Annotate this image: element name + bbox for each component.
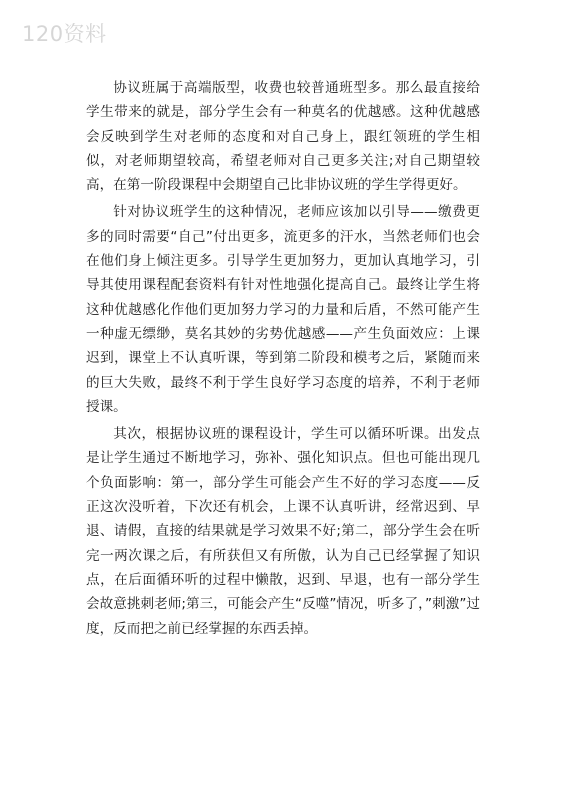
paragraph-2: 针对协议班学生的这种情况，老师应该加以引导——缴费更多的同时需要“自己”付出更多，流更多的汗水，当然老师们也会在他们身上倾注更多。引导学生更加努力，更加认真地学习，引导其使用课程配套资料有针对性地强化提高自己。最终让学生将这种优越感化作他们更加努力学习的力量和后盾，不然可能产生一种虚无缥缈，莫名其妙的劣势优越感——产生负面效应：上课迟到，课堂上不认真听课，等到第二阶段和模考之后，紧随而来的巨大失败，最终不利于学生良好学习态度的培养，不利于老师授课。	[86, 204, 480, 415]
document-body	[86, 76, 480, 644]
paragraph-1: 协议班属于高端版型，收费也较普通班型多。那么最直接给学生带来的就是，部分学生会有一种莫名的优越感。这种优越感会反映到学生对老师的态度和对自己身上，跟红领班的学生相似，对老师期望较高，希望老师对自己更多关注;对自己期望较高，在第一阶段课程中会期望自己比非协议班的学生学得更好。	[86, 80, 480, 194]
watermark-logo: 120资料	[22, 22, 107, 46]
paragraph-3: 其次，根据协议班的课程设计，学生可以循环听课。出发点是让学生通过不断地学习，弥补、强化知识点。但也可能出现几个负面影响：第一，部分学生可能会产生不好的学习态度——反正这次没听着，下次还有机会，上课不认真听讲，经常迟到、早退、请假，直接的结果就是学习效果不好;第二，部分学生会在听完一两次课之后，有所获但又有所傲，认为自己已经掌握了知识点，在后面循环听的过程中懒散，迟到、早退，也有一部分学生会故意挑刺老师;第三，可能会产生“反噬”情况，听多了，”刺激”过度，反而把之前已经掌握的东西丢掉。	[86, 426, 480, 637]
